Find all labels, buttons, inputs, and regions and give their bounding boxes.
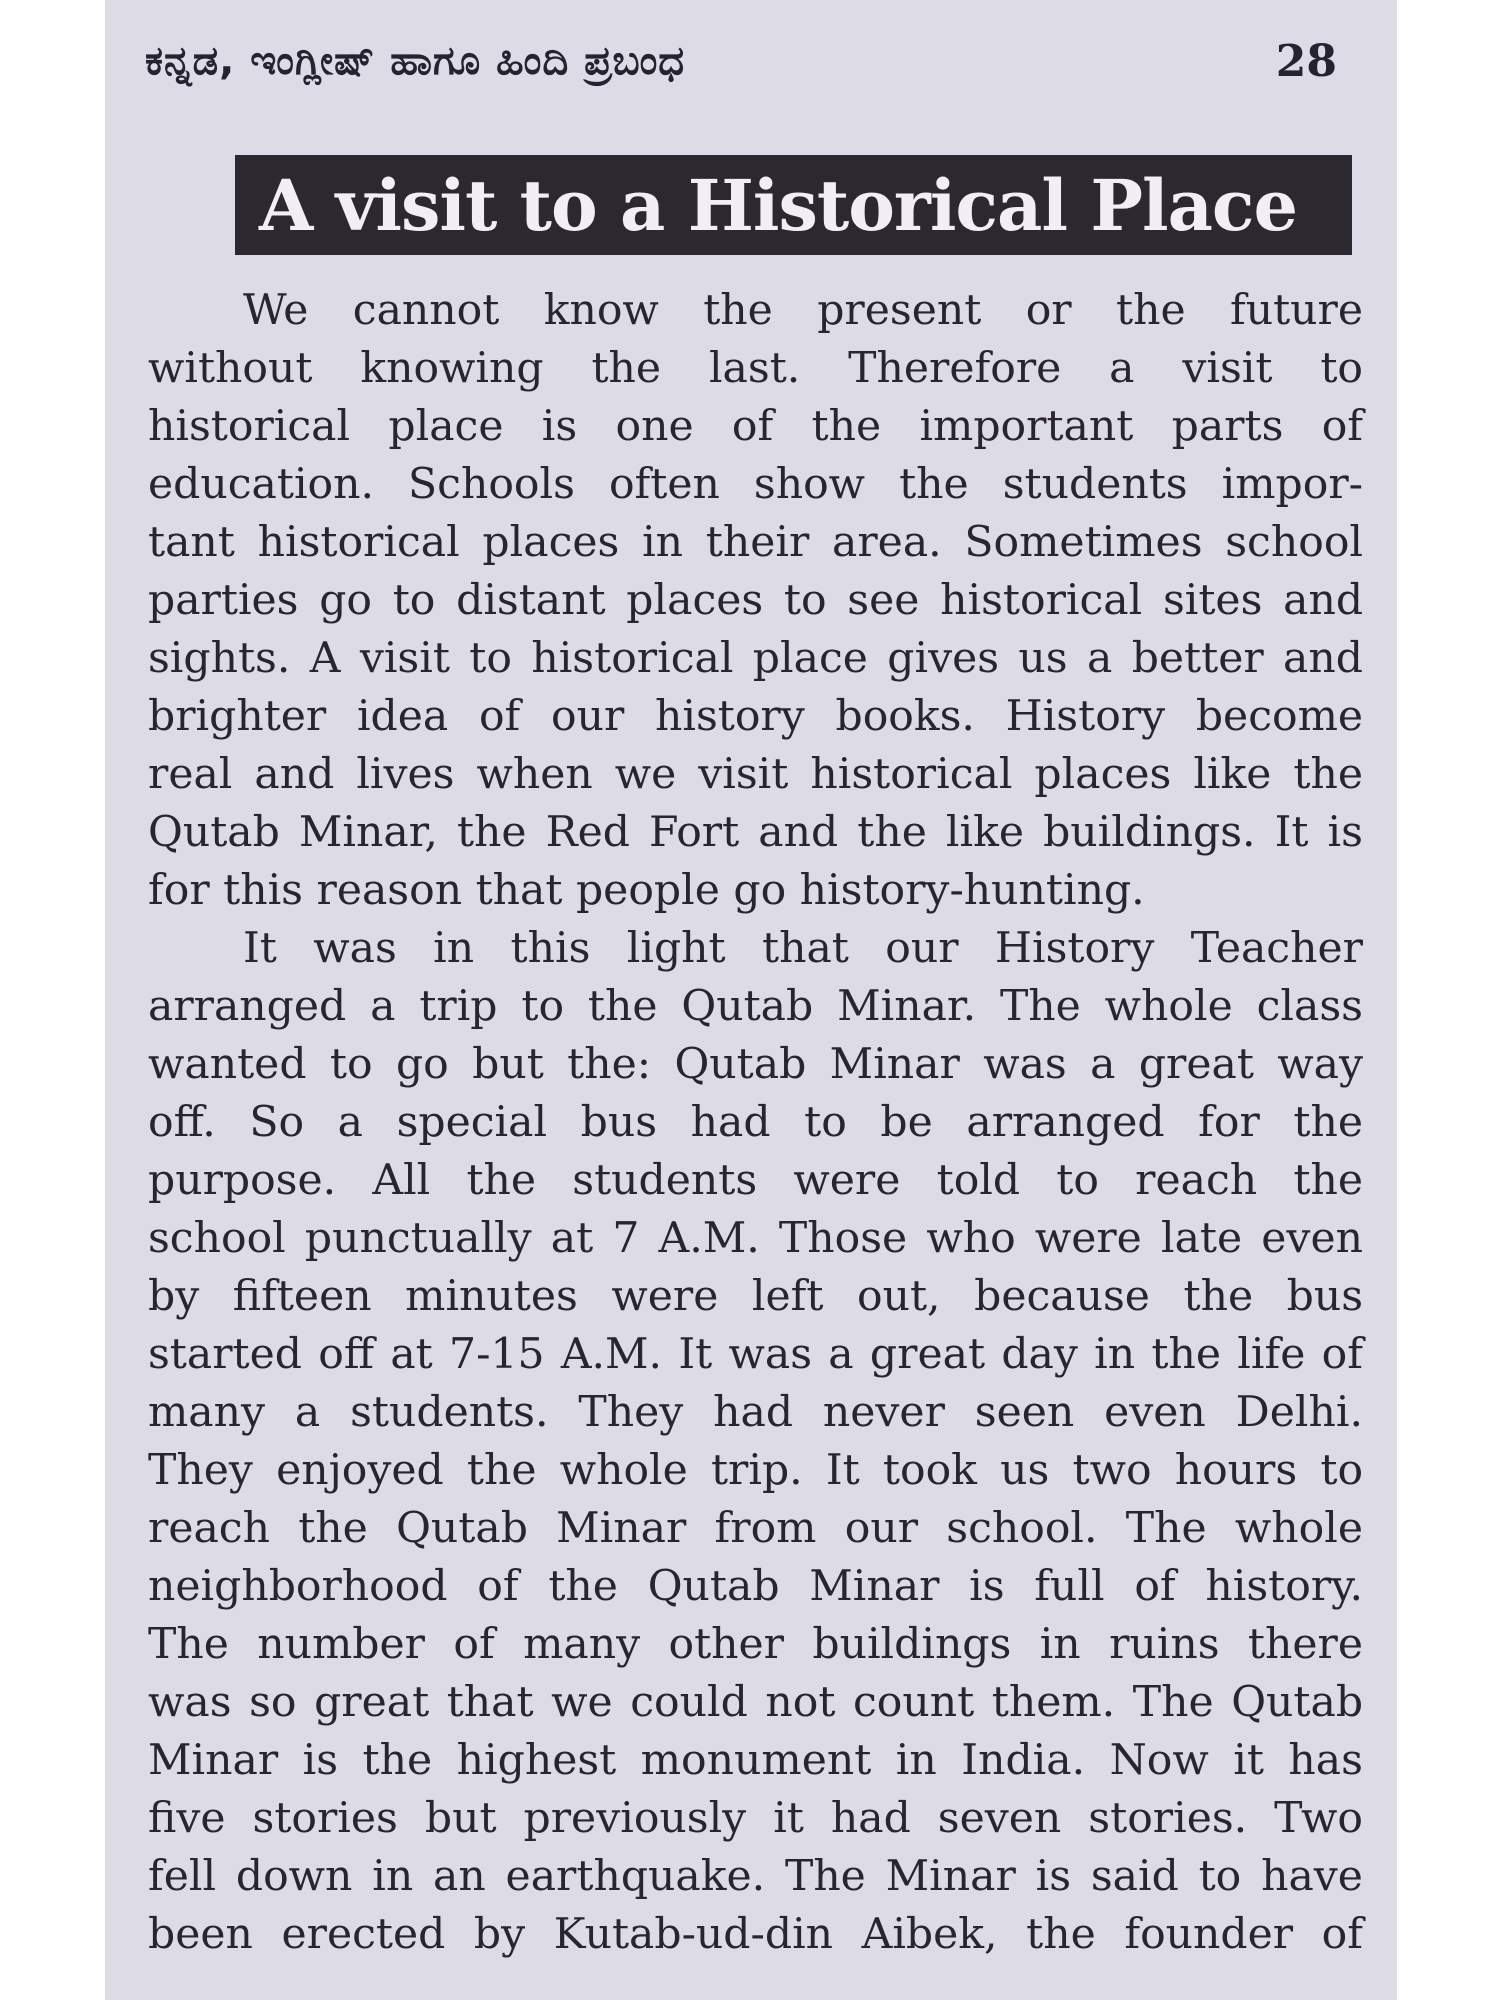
body-line: school punctually at 7 A.M. Those who were late even <box>148 1214 1363 1263</box>
article-title: A visit to a Historical Place <box>259 163 1298 247</box>
body-line: fell down in an earthquake. The Minar is said to have <box>148 1852 1363 1901</box>
book-page <box>105 0 1397 2000</box>
body-line: off. So a special bus had to be arranged for the <box>148 1098 1364 1147</box>
body-line: purpose. All the students were told to reach the <box>148 1156 1363 1205</box>
body-line: historical place is one of the important parts of <box>148 402 1364 451</box>
body-line: by fifteen minutes were left out, because the bus <box>148 1272 1364 1321</box>
body-line: arranged a trip to the Qutab Minar. The whole class <box>148 982 1363 1031</box>
body-line: was so great that we could not count them. The Qutab <box>148 1678 1364 1727</box>
body-line: We cannot know the present or the future <box>243 286 1364 335</box>
article-title-banner <box>235 155 1352 255</box>
body-line: They enjoyed the whole trip. It took us two hours to <box>148 1446 1364 1495</box>
body-line: tant historical places in their area. Sometimes school <box>148 518 1363 567</box>
body-line: Minar is the highest monument in India. Now it has <box>148 1736 1363 1785</box>
body-line: five stories but previously it had seven stories. Two <box>148 1794 1363 1843</box>
body-line: started off at 7-15 A.M. It was a great day in the life of <box>148 1330 1363 1379</box>
body-line: The number of many other buildings in ruins there <box>148 1620 1363 1669</box>
body-line: neighborhood of the Qutab Minar is full of history. <box>148 1562 1364 1611</box>
body-line: parties go to distant places to see historical sites and <box>148 576 1364 625</box>
body-line: many a students. They had never seen even Delhi. <box>148 1388 1363 1437</box>
body-line: brighter idea of our history books. History become <box>148 692 1364 741</box>
running-header-title: ಕನ್ನಡ, ಇಂಗ್ಲೀಷ್ ಹಾಗೂ ಹಿಂದಿ ಪ್ರಬಂಧ <box>145 38 686 84</box>
body-line: been erected by Kutab-ud-din Aibek, the founder of <box>148 1910 1363 1959</box>
body-line: reach the Qutab Minar from our school. The whole <box>148 1504 1363 1553</box>
body-line: for this reason that people go history-hunting. <box>148 866 1145 915</box>
body-line: Qutab Minar, the Red Fort and the like buildings. It is <box>148 808 1363 857</box>
page-number: 28 <box>1275 36 1337 87</box>
article-body <box>148 282 1363 1964</box>
body-line: sights. A visit to historical place gives us a better and <box>148 634 1363 683</box>
body-line: education. Schools often show the students impor- <box>148 460 1364 509</box>
body-line: real and lives when we visit historical places like the <box>148 750 1364 799</box>
body-line: wanted to go but the: Qutab Minar was a great way <box>148 1040 1364 1089</box>
body-line: without knowing the last. Therefore a visit to <box>148 344 1364 393</box>
body-line: It was in this light that our History Teacher <box>243 924 1363 973</box>
